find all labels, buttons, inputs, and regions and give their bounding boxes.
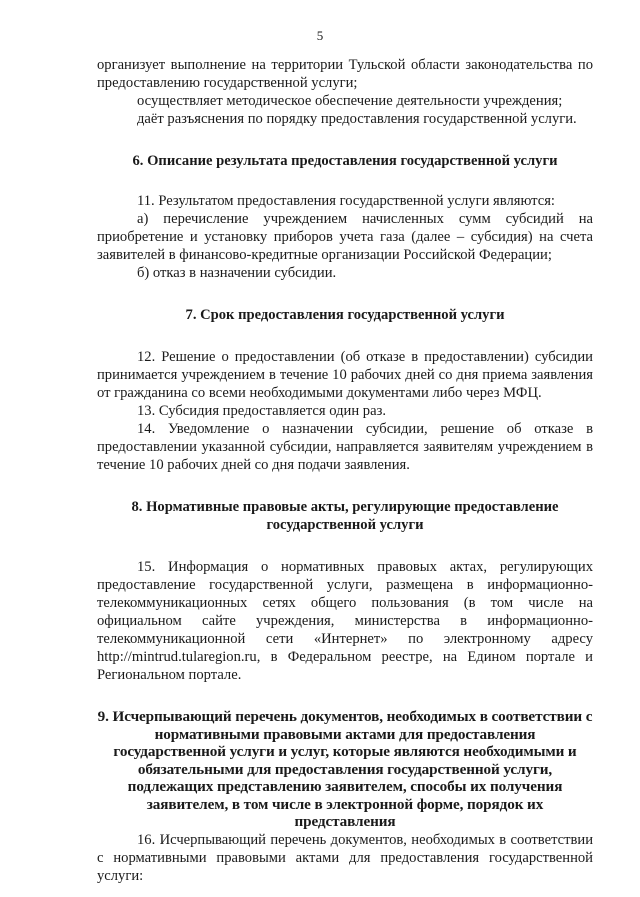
paragraph: 11. Результатом предоставления государственной услуги являются: — [137, 193, 555, 209]
paragraph: 13. Субсидия предоставляется один раз. — [137, 403, 386, 419]
spacer — [97, 282, 593, 306]
paragraph: 16. Исчерпывающий перечень документов, необходимых в соответствии с нормативными правовыми актами для предоставления государственной услуги: — [97, 831, 593, 884]
paragraph: даёт разъяснения по порядку предоставления государственной услуги. — [137, 111, 577, 127]
paragraph: 15. Информация о нормативных правовых актах, регулирующих предоставление государственной услуги, размещена в информационно-телекоммуникационных сетях общего пользования (в том числе на официальном сайте учреждения, министерства в информационно-телекоммуникационной сети «Интернет» по электронному адресу http://mintrud.tularegion.ru, в Федеральном реестре, на Едином портале и Региональном портале. — [97, 559, 593, 683]
section-heading: 9. Исчерпывающий перечень документов, необходимых в соответствии с нормативными правовыми актами для предоставления государственной услуги и услуг, которые являются необходимыми и обязательными для предоставления государственной услуги, подлежащих представлению заявителем, способы их получения заявителем, в том числе в электронной форме, порядок их представления — [97, 708, 593, 830]
section-heading: 8. Нормативные правовые акты, регулирующие предоставление государственной услуги — [131, 499, 559, 533]
section-heading: 6. Описание результата предоставления государственной услуги — [132, 153, 558, 169]
spacer — [97, 128, 593, 152]
spacer — [97, 684, 593, 708]
section-heading: 7. Срок предоставления государственной услуги — [185, 307, 505, 323]
spacer — [97, 324, 593, 348]
spacer — [97, 534, 593, 558]
paragraph: а) перечисление учреждением начисленных сумм субсидий на приобретение и установку приборов учета газа (далее – субсидия) на счета заявителей в финансово-кредитные организации Российской Федерации; — [97, 211, 593, 263]
spacer — [97, 170, 593, 192]
paragraph: 14. Уведомление о назначении субсидии, решение об отказе в предоставлении указанной субсидии, направляется заявителям учреждением в течение 10 рабочих дней со дня подачи заявления. — [97, 421, 593, 473]
paragraph: 12. Решение о предоставлении (об отказе в предоставлении) субсидии принимается учреждением в течение 10 рабочих дней со дня приема заявления от гражданина со всеми необходимыми документами либо через МФЦ. — [97, 349, 593, 401]
paragraph: осуществляет методическое обеспечение деятельности учреждения; — [137, 93, 563, 109]
paragraph: б) отказ в назначении субсидии. — [137, 265, 337, 281]
spacer — [97, 474, 593, 498]
paragraph: организует выполнение на территории Тульской области законодательства по предоставлению государственной услуги; — [97, 57, 593, 91]
document-body — [97, 56, 593, 885]
page-number: 5 — [316, 28, 324, 43]
